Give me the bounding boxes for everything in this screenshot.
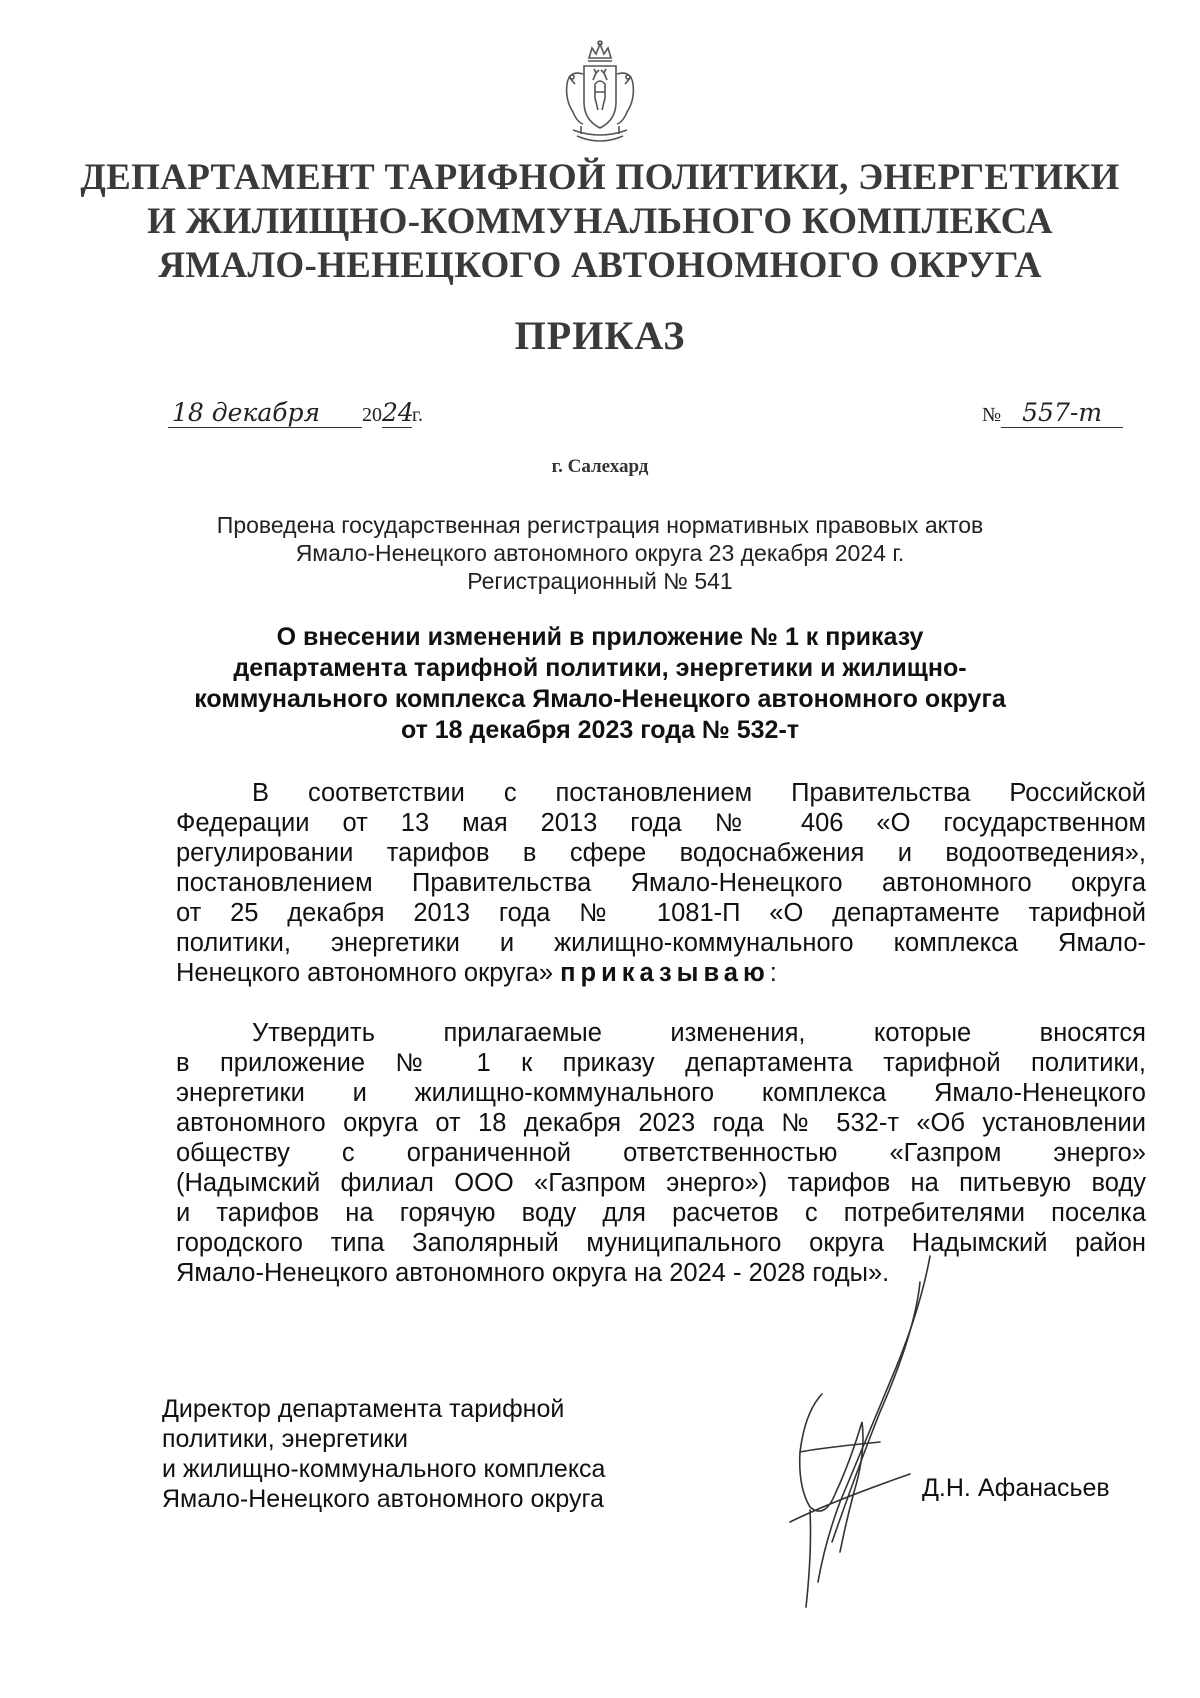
order-date-year-suffix: 24	[382, 398, 414, 427]
body-line: от 25 декабря 2013 года № 1081-П «О департаменте тарифной	[176, 899, 1146, 927]
order-number-value: 557-т	[1022, 398, 1103, 427]
order-date-day-month: 18 декабря	[172, 398, 321, 427]
handwritten-signature-icon	[770, 1252, 950, 1612]
body-line-last	[176, 958, 1146, 988]
subject-line: департамента тарифной политики, энергетики и жилищно-	[233, 654, 967, 682]
department-title-line-3: ЯМАЛО-НЕНЕЦКОГО АВТОНОМНОГО ОКРУГА	[158, 245, 1042, 286]
body-line: в приложение № 1 к приказу департамента тарифной политики,	[176, 1049, 1146, 1077]
body-line: (Надымский филиал ООО «Газпром энерго») тарифов на питьевую воду	[176, 1169, 1146, 1197]
order-date	[168, 398, 423, 428]
signatory-line: Директор департамента тарифной	[162, 1395, 565, 1423]
order-number-label: №	[982, 404, 1002, 426]
body-paragraph-1	[176, 778, 1146, 988]
registration-line: Регистрационный № 541	[467, 568, 733, 594]
order-date-year-prefix: 20	[362, 404, 382, 426]
body-line: Федерации от 13 мая 2013 года № 406 «О государственном	[176, 809, 1146, 837]
body-line: регулировании тарифов в сфере водоснабжения и водоотведения»,	[176, 839, 1146, 867]
department-title-line-2: И ЖИЛИЩНО-КОММУНАЛЬНОГО КОМПЛЕКСА	[147, 201, 1053, 242]
subject-line: О внесении изменений в приложение № 1 к приказу	[276, 623, 924, 651]
department-title	[0, 156, 1200, 288]
department-title-line-1: ДЕПАРТАМЕНТ ТАРИФНОЙ ПОЛИТИКИ, ЭНЕРГЕТИКИ	[80, 157, 1120, 198]
order-colon: :	[769, 959, 777, 987]
body-line: и тарифов на горячую воду для расчетов с потребителями поселка	[176, 1199, 1146, 1227]
coat-of-arms-icon	[559, 40, 641, 150]
body-line: обществу с ограниченной ответственностью «Газпром энерго»	[176, 1139, 1146, 1167]
subject-line: от 18 декабря 2023 года № 532-т	[400, 716, 800, 744]
registration-line: Проведена государственная регистрация нормативных правовых актов	[216, 512, 984, 538]
order-date-year-mark: г.	[412, 404, 423, 426]
body-line: политики, энергетики и жилищно-коммунального комплекса Ямало-	[176, 929, 1146, 957]
body-line: Утвердить прилагаемые изменения, которые вносятся	[252, 1019, 1146, 1047]
order-word: приказываю	[560, 959, 770, 987]
city-name: г. Салехард	[551, 456, 649, 477]
body-line: постановлением Правительства Ямало-Ненецкого автономного округа	[176, 869, 1146, 897]
body-line-last: Ямало-Ненецкого автономного округа на 2024 - 2028 годы».	[176, 1259, 890, 1287]
body-line-text: Ненецкого автономного округа»	[176, 959, 553, 987]
body-line: энергетики и жилищно-коммунального комплекса Ямало-Ненецкого	[176, 1079, 1146, 1107]
order-subject	[0, 622, 1200, 746]
signatory-line: Ямало-Ненецкого автономного округа	[162, 1485, 604, 1513]
registration-stamp-text	[0, 511, 1200, 595]
document-type-title: ПРИКАЗ	[514, 313, 686, 358]
signatory-title	[162, 1394, 605, 1514]
body-line: городского типа Заполярный муниципального округа Надымский район	[176, 1229, 1146, 1257]
body-line: автономного округа от 18 декабря 2023 года № 532-т «Об установлении	[176, 1109, 1146, 1137]
subject-line: коммунального комплекса Ямало-Ненецкого автономного округа	[194, 685, 1006, 713]
body-paragraph-2	[176, 1018, 1146, 1288]
signatory-line: политики, энергетики	[162, 1425, 408, 1453]
signer-name: Д.Н. Афанасьев	[922, 1474, 1110, 1502]
order-number	[982, 398, 1123, 428]
signatory-line: и жилищно-коммунального комплекса	[162, 1455, 606, 1483]
body-line: В соответствии с постановлением Правительства Российской	[252, 779, 1146, 807]
registration-line: Ямало-Ненецкого автономного округа 23 декабря 2024 г.	[295, 540, 905, 566]
